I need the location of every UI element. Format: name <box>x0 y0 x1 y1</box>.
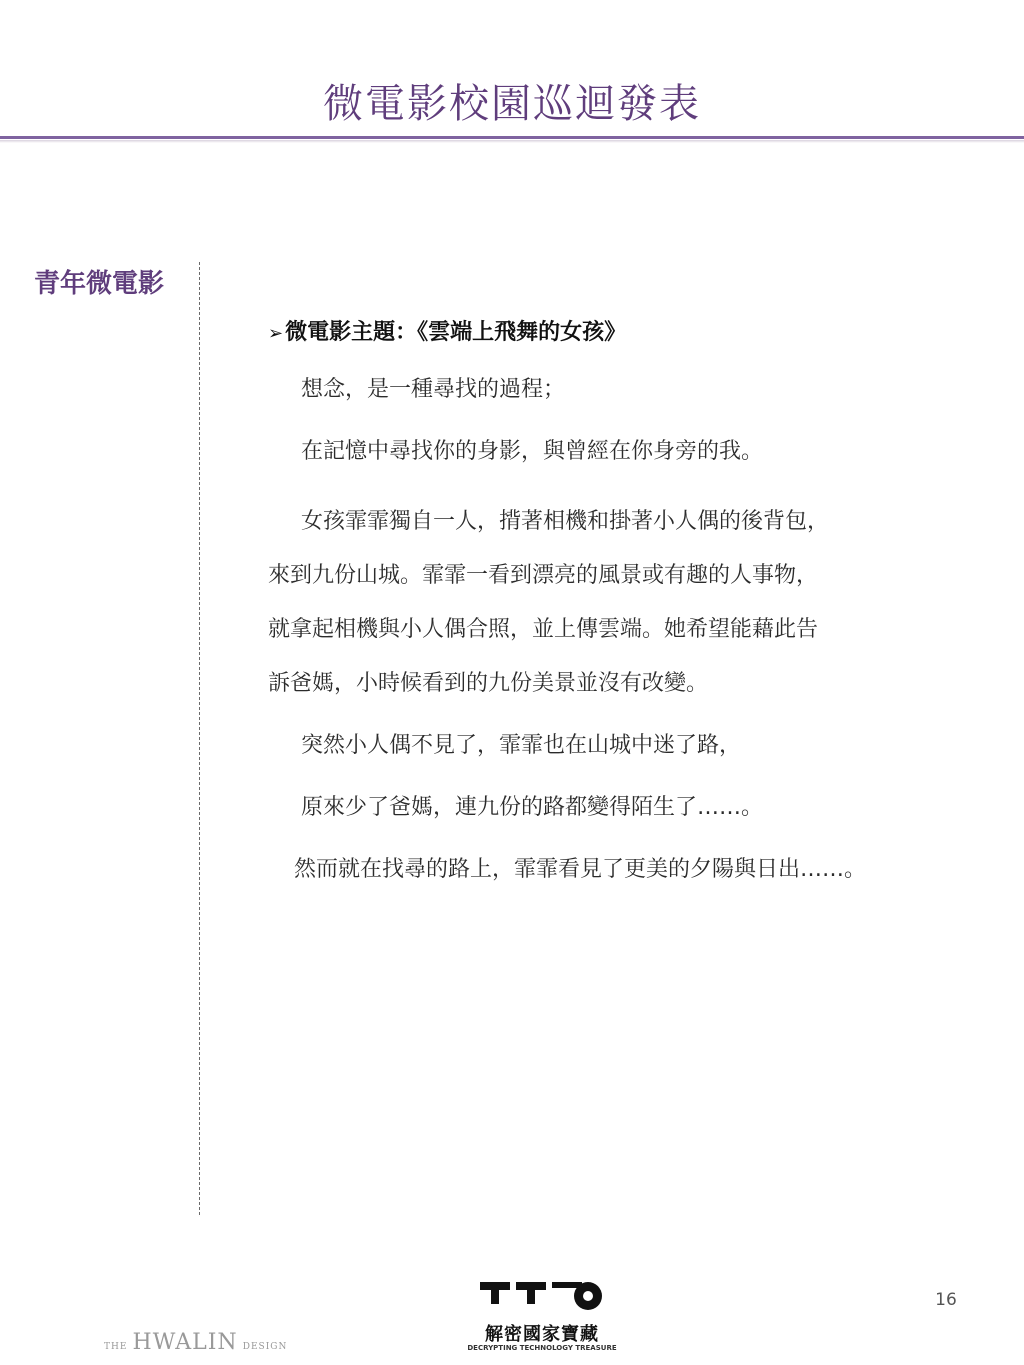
paragraph-line: 訴爸媽，小時候看到的九份美景並沒有改變。 <box>268 671 709 696</box>
arrow-bullet-icon: ➢ <box>268 323 284 344</box>
section-label: 青年微電影 <box>34 269 165 299</box>
title-divider-shadow <box>0 140 1024 143</box>
text-line-1: 想念，是一種尋找的過程； <box>301 377 566 402</box>
logo-subtitle: DECRYPTING TECHNOLOGY TREASURE <box>467 1344 617 1352</box>
vertical-dashed-divider <box>199 262 200 1215</box>
page-number: 16 <box>935 1290 957 1310</box>
text-line-4: 原來少了爸媽，連九份的路都變得陌生了……。 <box>301 795 764 820</box>
title-divider <box>0 136 1024 139</box>
text-line-2: 在記憶中尋找你的身影，與曾經在你身旁的我。 <box>301 439 764 464</box>
paragraph-line: 就拿起相機與小人偶合照，並上傳雲端。她希望能藉此告 <box>268 617 819 642</box>
brand-suffix: DESIGN <box>242 1342 288 1352</box>
brand-prefix: THE <box>104 1342 128 1352</box>
story-paragraph <box>268 495 968 711</box>
logo-text: 解密國家寶藏 <box>485 1324 599 1345</box>
brand-name: HWALIN <box>132 1330 238 1355</box>
page-title: 微電影校園巡迴發表 <box>323 81 701 127</box>
text-line-5: 然而就在找尋的路上，霏霏看見了更美的夕陽與日出……。 <box>294 857 867 882</box>
paragraph-line: 來到九份山城。霏霏一看到漂亮的風景或有趣的人事物， <box>268 563 819 588</box>
topic-text: 微電影主題：《雲端上飛舞的女孩》 <box>285 320 627 345</box>
logo-icon <box>480 1280 604 1314</box>
topic-heading <box>268 314 968 353</box>
main-content <box>268 314 968 913</box>
paragraph-line: 女孩霏霏獨自一人，揹著相機和掛著小人偶的後背包， <box>301 509 830 534</box>
brand-logo <box>104 1330 324 1355</box>
text-line-3: 突然小人偶不見了，霏霏也在山城中迷了路， <box>301 733 742 758</box>
